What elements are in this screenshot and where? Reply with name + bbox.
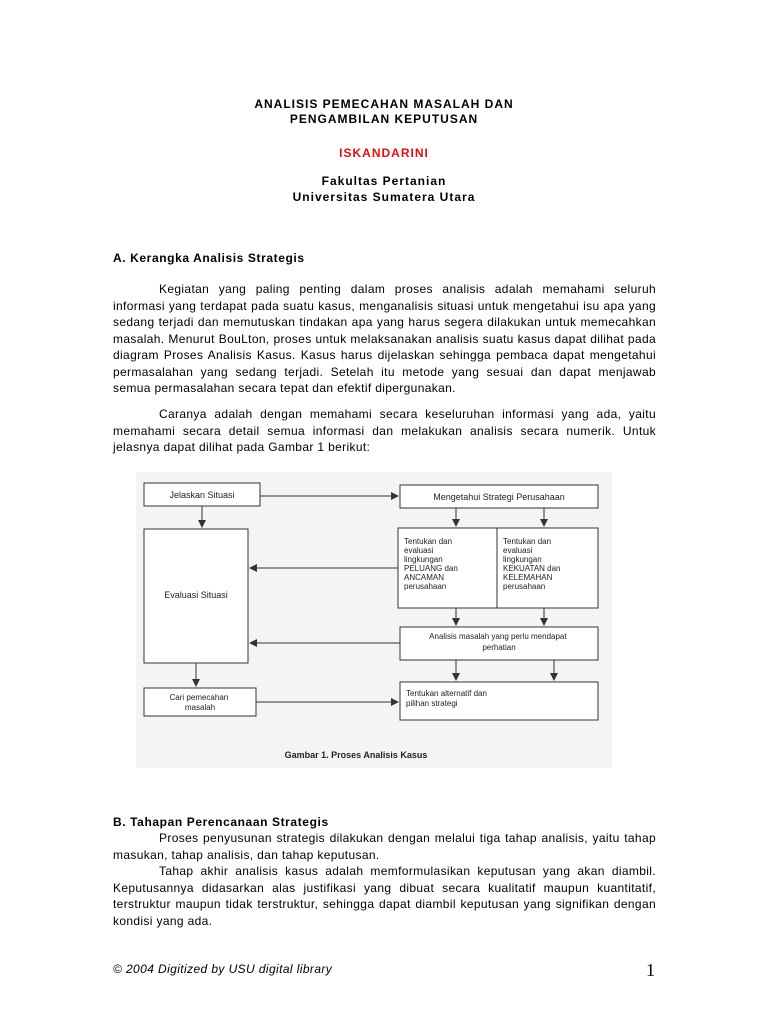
analisis-line: perhatian bbox=[482, 643, 516, 652]
figure-caption: Gambar 1. Proses Analisis Kasus bbox=[284, 750, 428, 760]
section-b-paragraph-1-text: Proses penyusunan strategis dilakukan dengan melalui tiga tahap analisis, yaitu tahap masukan, tahap analisis, dan tahap keputusan. bbox=[113, 831, 656, 862]
box-jelaskan-label: Jelaskan Situasi bbox=[169, 490, 235, 500]
paper-title-line1: ANALISIS PEMECAHAN MASALAH DAN bbox=[254, 97, 514, 111]
affiliation-faculty: Fakultas Pertanian bbox=[321, 174, 447, 188]
footer-copyright: © 2004 Digitized by USU digital library bbox=[113, 962, 333, 976]
section-a-paragraph-2-text: Caranya adalah dengan memahami secara keseluruhan informasi yang ada, yaitu memahami secara detail semua informasi dan melakukan analisis secara numerik. Untuk jelasnya dapat dilihat pada Gambar 1 berikut: bbox=[113, 407, 656, 454]
process-diagram bbox=[136, 472, 612, 768]
section-a-heading: A. Kerangka Analisis Strategis bbox=[113, 251, 305, 265]
author-name: ISKANDARINI bbox=[339, 146, 429, 160]
peluang-line: evaluasi bbox=[404, 546, 434, 555]
box-mengetahui-label: Mengetahui Strategi Perusahaan bbox=[433, 492, 565, 502]
peluang-line: Tentukan dan bbox=[404, 537, 453, 546]
peluang-line: perusahaan bbox=[404, 582, 447, 591]
section-b-heading: B. Tahapan Perencanaan Strategis bbox=[113, 815, 329, 829]
process-diagram-figure bbox=[136, 472, 612, 768]
box-evaluasi-label: Evaluasi Situasi bbox=[164, 590, 228, 600]
kekuatan-line: evaluasi bbox=[503, 546, 533, 555]
section-a-paragraph-1 bbox=[113, 281, 656, 397]
tentukan-line: Tentukan alternatif dan bbox=[406, 689, 487, 698]
cari-line: masalah bbox=[184, 703, 216, 712]
section-b-paragraph-1 bbox=[113, 830, 656, 863]
tentukan-line: pilihan strategi bbox=[406, 699, 458, 708]
peluang-line: ANCAMAN bbox=[404, 573, 445, 582]
kekuatan-line: lingkungan bbox=[503, 555, 542, 564]
section-b-paragraph-2-text: Tahap akhir analisis kasus adalah memformulasikan keputusan yang akan diambil. Keputusannya didasarkan alas justifikasi yang dibuat secara kualitatif maupun kuantitatif, terstruktur maupun tidak terstruktur, sehingga dapat diambil keputusan yang signifikan dengan kondisi yang ada. bbox=[113, 864, 656, 928]
section-a-paragraph-2 bbox=[113, 406, 656, 456]
analisis-line: Analisis masalah yang perlu mendapat bbox=[429, 632, 567, 641]
kekuatan-line: KELEMAHAN bbox=[503, 573, 553, 582]
affiliation-university: Universitas Sumatera Utara bbox=[292, 190, 476, 204]
kekuatan-line: perusahaan bbox=[503, 582, 546, 591]
kekuatan-line: KEKUATAN dan bbox=[503, 564, 561, 573]
page-number: 1 bbox=[646, 960, 655, 980]
section-b-paragraph-2 bbox=[113, 863, 656, 929]
peluang-line: lingkungan bbox=[404, 555, 443, 564]
peluang-line: PELUANG dan bbox=[404, 564, 458, 573]
kekuatan-line: Tentukan dan bbox=[503, 537, 552, 546]
paper-title-line2: PENGAMBILAN KEPUTUSAN bbox=[289, 112, 479, 126]
section-a-paragraph-1-text: Kegiatan yang paling penting dalam proses analisis adalah memahami seluruh informasi yang terdapat pada suatu kasus, menganalisis situasi untuk mengetahui isu apa yang sedang terjadi dan memutuskan tindakan apa yang harus segera dilakukan untuk memecahkan masalah. Menurut BouLton, proses untuk melaksanakan analisis suatu kasus dapat dilihat pada diagram Proses Analisis Kasus. Kasus harus dijelaskan sehingga pembaca dapat mengetahui permasalahan yang sedang terjadi. Setelah itu metode yang sesuai dan dapat menjawab semua permasalahan secara tepat dan efektif dipergunakan. bbox=[113, 282, 656, 395]
cari-line: Cari pemecahan bbox=[169, 693, 229, 702]
